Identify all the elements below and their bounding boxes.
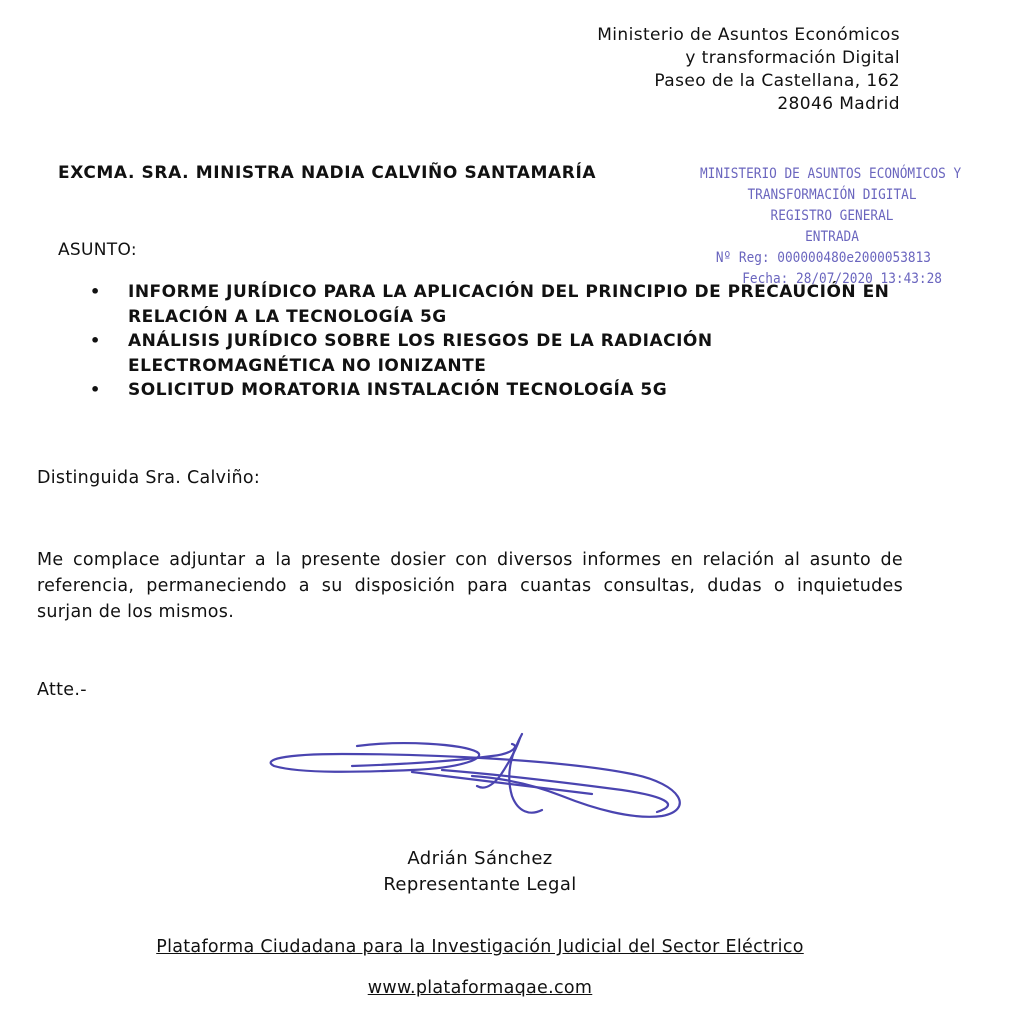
footer-website-link[interactable]: www.plataformaqae.com [367,978,593,998]
stamp-line: REGISTRO GENERAL [770,208,894,224]
stamp-date: Fecha: 28/07/2020 13:43:28 [742,271,942,287]
subject-label: ASUNTO: [58,240,137,260]
subject-item-text: SOLICITUD MORATORIA INSTALACIÓN TECNOLOGÍA 5G [128,380,668,400]
subject-item [90,329,910,378]
bullet-icon: • [90,380,101,399]
signer-role: Representante Legal [383,874,577,895]
subject-item-text: ANÁLISIS JURÍDICO SOBRE LOS RIESGOS DE LA RADIACIÓN ELECTROMAGNÉTICA NO IONIZANTE [128,331,713,376]
subject-item [90,280,910,329]
handwritten-signature [262,730,692,830]
address-line: y transformación Digital [685,48,900,68]
signer-name: Adrián Sánchez [407,848,553,869]
bullet-icon: • [90,331,101,350]
subject-list [90,280,910,403]
salutation: Distinguida Sra. Calviño: [37,468,261,488]
letter-body: Me complace adjuntar a la presente dosier con diversos informes en relación al asunto de referencia, permaneciendo a su disposición para cuantas consultas, dudas o inquietudes surjan de los mismos. [37,550,903,622]
subject-item-text: INFORME JURÍDICO PARA LA APLICACIÓN DEL PRINCIPIO DE PRECAUCIÓN EN RELACIÓN A LA TECNOLOGÍA 5G [128,282,890,327]
stamp-line: TRANSFORMACIÓN DIGITAL [747,187,917,203]
stamp-line: ENTRADA [805,229,859,245]
stamp-line: MINISTERIO DE ASUNTOS ECONÓMICOS Y [700,166,962,182]
address-line: Ministerio de Asuntos Económicos [597,25,900,45]
registry-stamp [700,164,964,290]
stamp-registry-number: Nº Reg: 000000480e2000053813 [715,250,931,266]
footer-organization: Plataforma Ciudadana para la Investigación Judicial del Sector Eléctrico [156,937,804,957]
subject-item [90,378,910,403]
recipient-address-block [480,24,900,116]
signer-block [300,846,660,898]
closing: Atte.- [37,680,87,700]
address-line: 28046 Madrid [777,94,900,114]
bullet-icon: • [90,282,101,301]
address-line: Paseo de la Castellana, 162 [654,71,900,91]
recipient-heading: EXCMA. SRA. MINISTRA NADIA CALVIÑO SANTAMARÍA [58,163,597,183]
